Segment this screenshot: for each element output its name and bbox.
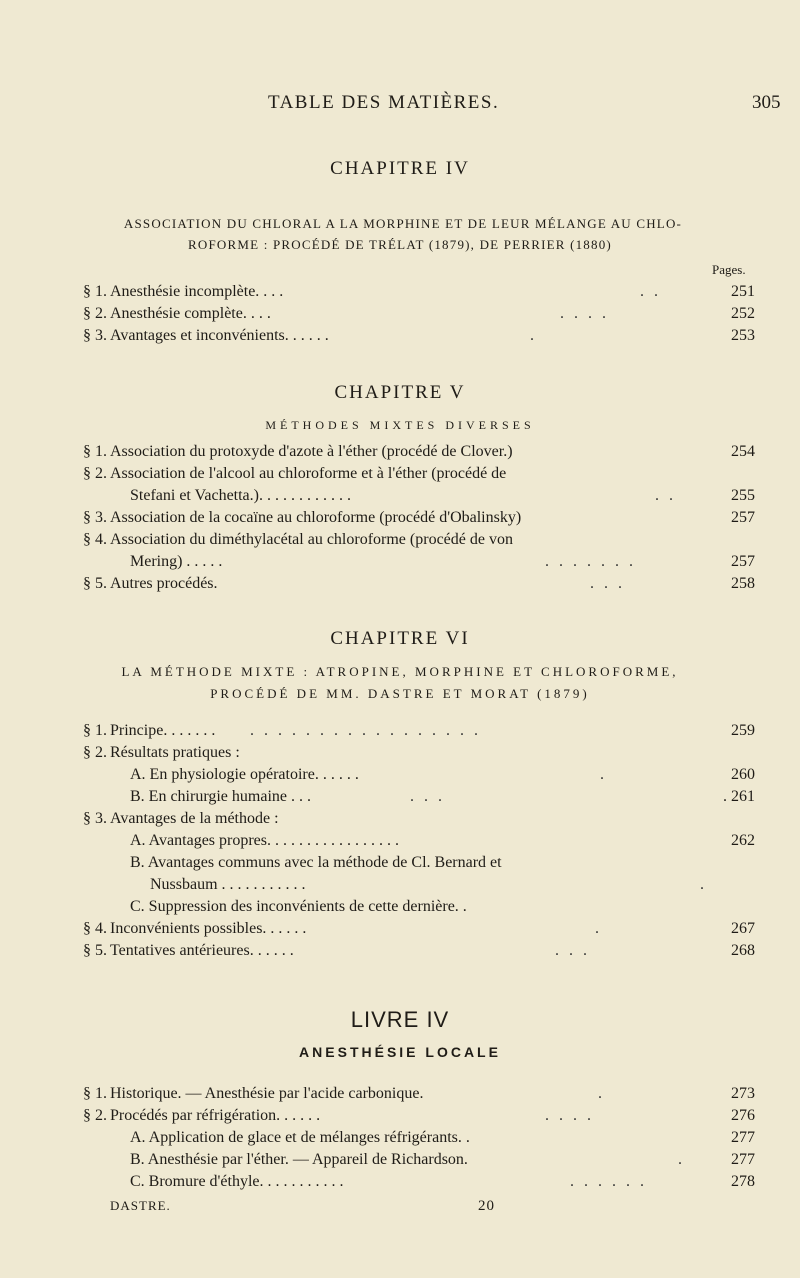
pages-column-label: Pages. <box>712 262 746 277</box>
chapter-4-subtitle-line1: ASSOCIATION DU CHLORAL A LA MORPHINE ET DE LEUR MÉLANGE AU CHLO- <box>123 216 683 231</box>
section-number: § 4. <box>83 531 107 548</box>
entry-title: C. Suppression des inconvénients de cette dernière. . <box>130 898 467 915</box>
section-number: § 2. <box>83 744 107 761</box>
entry-page: 253 <box>731 327 755 344</box>
leader-dots: . . . <box>555 942 590 959</box>
entry-page: 273 <box>731 1085 755 1102</box>
leader-dots: . . . . . . . <box>545 553 636 570</box>
leader-dots: . <box>530 327 537 344</box>
section-number: § 2. <box>83 305 107 322</box>
entry-page: 268 <box>731 942 755 959</box>
section-number: § 2. <box>83 465 107 482</box>
leader-dots: . <box>598 1085 605 1102</box>
entry-title: A. Avantages propres. . . . . . . . . . . . . . . . . <box>130 832 399 849</box>
entry-page: 267 <box>731 920 755 937</box>
entry-title: B. En chirurgie humaine . . . <box>130 788 311 805</box>
section-number: § 1. <box>83 283 107 300</box>
entry-title: Résultats pratiques : <box>110 744 240 761</box>
leader-dots: . . . . . . . . . . . . . . . . . <box>250 722 481 739</box>
entry-title: A. Application de glace et de mélanges réfrigérants. . <box>130 1129 470 1146</box>
entry-page: 276 <box>731 1107 755 1124</box>
entry-title: Anesthésie incomplète. . . . <box>110 283 284 300</box>
entry-page: 259 <box>731 722 755 739</box>
chapter-6-subtitle-line1: LA MÉTHODE MIXTE : ATROPINE, MORPHINE ET CHLOROFORME, <box>121 664 679 679</box>
entry-title: Mering) . . . . . <box>130 553 223 570</box>
entry-title: Anesthésie complète. . . . <box>110 305 271 322</box>
entry-page: 257 <box>731 509 755 526</box>
entry-title: A. En physiologie opératoire. . . . . . <box>130 766 359 783</box>
entry-title: Association de l'alcool au chloroforme et à l'éther (procédé de <box>110 465 507 482</box>
section-number: § 3. <box>83 509 107 526</box>
entry-title: Avantages et inconvénients. . . . . . <box>110 327 329 344</box>
chapter-5-heading: CHAPITRE V <box>334 382 466 403</box>
entry-title: C. Bromure d'éthyle. . . . . . . . . . . <box>130 1173 344 1190</box>
entry-title: Association du protoxyde d'azote à l'éther (procédé de Clover.) <box>110 443 513 460</box>
entry-page: 277 <box>731 1151 755 1168</box>
chapter-5-subtitle: MÉTHODES MIXTES DIVERSES <box>265 418 535 432</box>
chapter-6-subtitle-line2: PROCÉDÉ DE MM. DASTRE ET MORAT (1879) <box>210 686 590 701</box>
section-number: § 2. <box>83 1107 107 1124</box>
leader-dots: . <box>600 766 607 783</box>
section-number: § 1. <box>83 1085 107 1102</box>
section-number: § 3. <box>83 810 107 827</box>
section-number: § 5. <box>83 575 107 592</box>
entry-title: Autres procédés. <box>110 575 218 592</box>
entry-page: 277 <box>731 1129 755 1146</box>
entry-title: Stefani et Vachetta.). . . . . . . . . . . . <box>130 487 351 504</box>
section-number: § 5. <box>83 942 107 959</box>
entry-title: Avantages de la méthode : <box>110 810 279 827</box>
entry-page: 257 <box>731 553 755 570</box>
page-number: 305 <box>752 92 781 113</box>
leader-dots: . . . . . . <box>570 1173 647 1190</box>
leader-dots: . <box>700 876 707 893</box>
chapter-4-subtitle-line2: ROFORME : PROCÉDÉ DE TRÉLAT (1879), DE PERRIER (1880) <box>188 237 612 252</box>
entry-title: B. Anesthésie par l'éther. — Appareil de Richardson. <box>130 1151 468 1168</box>
leader-dots: . . . . <box>545 1107 594 1124</box>
entry-title: Principe. . . . . . . <box>110 722 216 739</box>
section-number: § 4. <box>83 920 107 937</box>
section-number: § 1. <box>83 443 107 460</box>
leader-dots: . . . <box>410 788 445 805</box>
leader-dots: . . <box>640 283 661 300</box>
leader-dots: . . . . <box>560 305 609 322</box>
entry-title: Tentatives antérieures. . . . . . <box>110 942 294 959</box>
entry-title: Historique. — Anesthésie par l'acide carbonique. <box>110 1085 424 1102</box>
section-number: § 3. <box>83 327 107 344</box>
chapter-6-heading: CHAPITRE VI <box>330 628 470 649</box>
printer-signature: DASTRE. <box>110 1198 171 1213</box>
entry-title: Association de la cocaïne au chloroforme (procédé d'Obalinsky) <box>110 509 522 526</box>
entry-page: 255 <box>731 487 755 504</box>
leader-dots: . <box>595 920 602 937</box>
signature-number: 20 <box>478 1198 495 1214</box>
running-head <box>0 92 800 116</box>
entry-page: 252 <box>731 305 755 322</box>
running-title: TABLE DES MATIÈRES. <box>268 92 500 113</box>
leader-dots: . <box>678 1151 685 1168</box>
entry-title: Association du diméthylacétal au chloroforme (procédé de von <box>110 531 513 548</box>
entry-page: 262 <box>731 832 755 849</box>
entry-page: 278 <box>731 1173 755 1190</box>
leader-dots: . . . <box>590 575 625 592</box>
entry-title: Nussbaum . . . . . . . . . . . <box>150 876 306 893</box>
chapter-4-heading: CHAPITRE IV <box>330 158 470 179</box>
leader-dots: . . <box>655 487 676 504</box>
section-number: § 1. <box>83 722 107 739</box>
entry-title: Inconvénients possibles. . . . . . <box>110 920 307 937</box>
entry-page: 251 <box>731 283 755 300</box>
entry-page: . 261 <box>723 788 755 805</box>
book-4-subtitle: ANESTHÉSIE LOCALE <box>299 1044 501 1060</box>
book-4-heading: LIVRE IV <box>350 1007 450 1032</box>
entry-title: B. Avantages communs avec la méthode de Cl. Bernard et <box>130 854 502 871</box>
entry-page: 260 <box>731 766 755 783</box>
entry-page: 254 <box>731 443 755 460</box>
entry-page: 258 <box>731 575 755 592</box>
entry-title: Procédés par réfrigération. . . . . . <box>110 1107 321 1124</box>
